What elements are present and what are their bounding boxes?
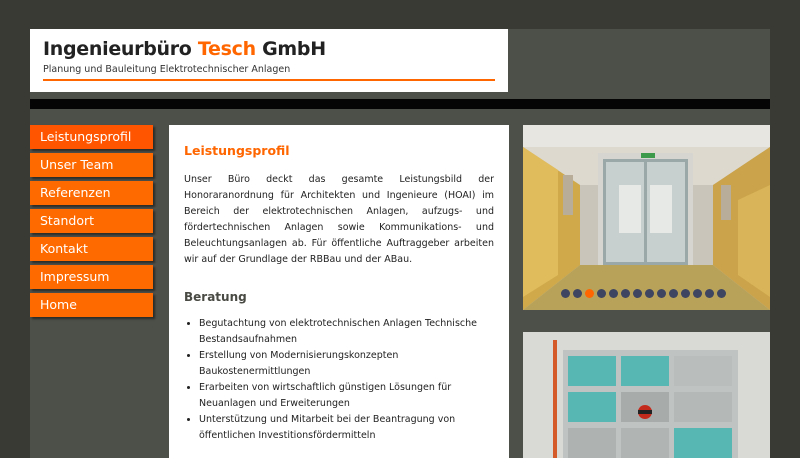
nav-item-standort[interactable]: Standort (30, 209, 153, 233)
list-item: • Unterstützung und Mitarbeit bei der Beantragung von öffentlichen Investitionsfördermitteln (199, 412, 494, 444)
slider-dot-9[interactable] (657, 289, 666, 298)
list-item: • Erarbeiten von wirtschaftlich günstigen Lösungen für Neuanlagen und Erweiterungen (199, 380, 494, 412)
slider-dot-3[interactable] (585, 289, 594, 298)
section-heading: Beratung (184, 290, 247, 304)
slider-dot-14[interactable] (717, 289, 726, 298)
page-title: Leistungsprofil (184, 143, 290, 158)
electrical-panel-photo (523, 332, 770, 458)
header-divider-bar (30, 99, 770, 109)
hallway-photo (523, 125, 770, 310)
intro-paragraph: Unser Büro deckt das gesamte Leistungsbild der Honoraranordnung für Architekten und Ingenieure (HOAI) im Bereich der elektrotechnischen Anlagen, aufzugs- und fördertechnischen Anlagen sowie Kommunikations- und Beleuchtungsanlagen ab. Für öffentliche Auftraggeber arbeiten wir auf der Grundlage der RBBau und der ABau. (184, 174, 494, 265)
slideshow[interactable] (523, 125, 770, 310)
slider-dots (561, 289, 726, 298)
main-navigation (30, 125, 153, 321)
nav-item-leistungsprofil[interactable]: Leistungsprofil (30, 125, 153, 149)
slider-dot-8[interactable] (645, 289, 654, 298)
title-accent: Tesch (197, 38, 256, 60)
slider-dot-6[interactable] (621, 289, 630, 298)
nav-item-kontakt[interactable]: Kontakt (30, 237, 153, 261)
main-content (169, 125, 509, 458)
title-part-1: Ingenieurbüro (43, 38, 198, 60)
slider-dot-7[interactable] (633, 289, 642, 298)
nav-item-unser-team[interactable]: Unser Team (30, 153, 153, 177)
site-header (30, 29, 508, 92)
slider-dot-1[interactable] (561, 289, 570, 298)
site-logo-title[interactable] (43, 38, 326, 60)
slider-dot-10[interactable] (669, 289, 678, 298)
slider-dot-11[interactable] (681, 289, 690, 298)
panel-illustration (523, 332, 770, 458)
service-list (184, 316, 494, 444)
list-item: • Erstellung von Modernisierungskonzepten Baukostenermittlungen (199, 348, 494, 380)
slider-dot-4[interactable] (597, 289, 606, 298)
nav-item-home[interactable]: Home (30, 293, 153, 317)
header-rule (43, 79, 495, 81)
slider-dot-12[interactable] (693, 289, 702, 298)
slider-dot-2[interactable] (573, 289, 582, 298)
nav-item-impressum[interactable]: Impressum (30, 265, 153, 289)
site-subtitle: Planung und Bauleitung Elektrotechnischer Anlagen (43, 64, 291, 75)
list-item: • Begutachtung von elektrotechnischen Anlagen Technische Bestandsaufnahmen (199, 316, 494, 348)
slider-dot-5[interactable] (609, 289, 618, 298)
slider-dot-13[interactable] (705, 289, 714, 298)
nav-item-referenzen[interactable]: Referenzen (30, 181, 153, 205)
title-part-2: GmbH (255, 38, 326, 60)
